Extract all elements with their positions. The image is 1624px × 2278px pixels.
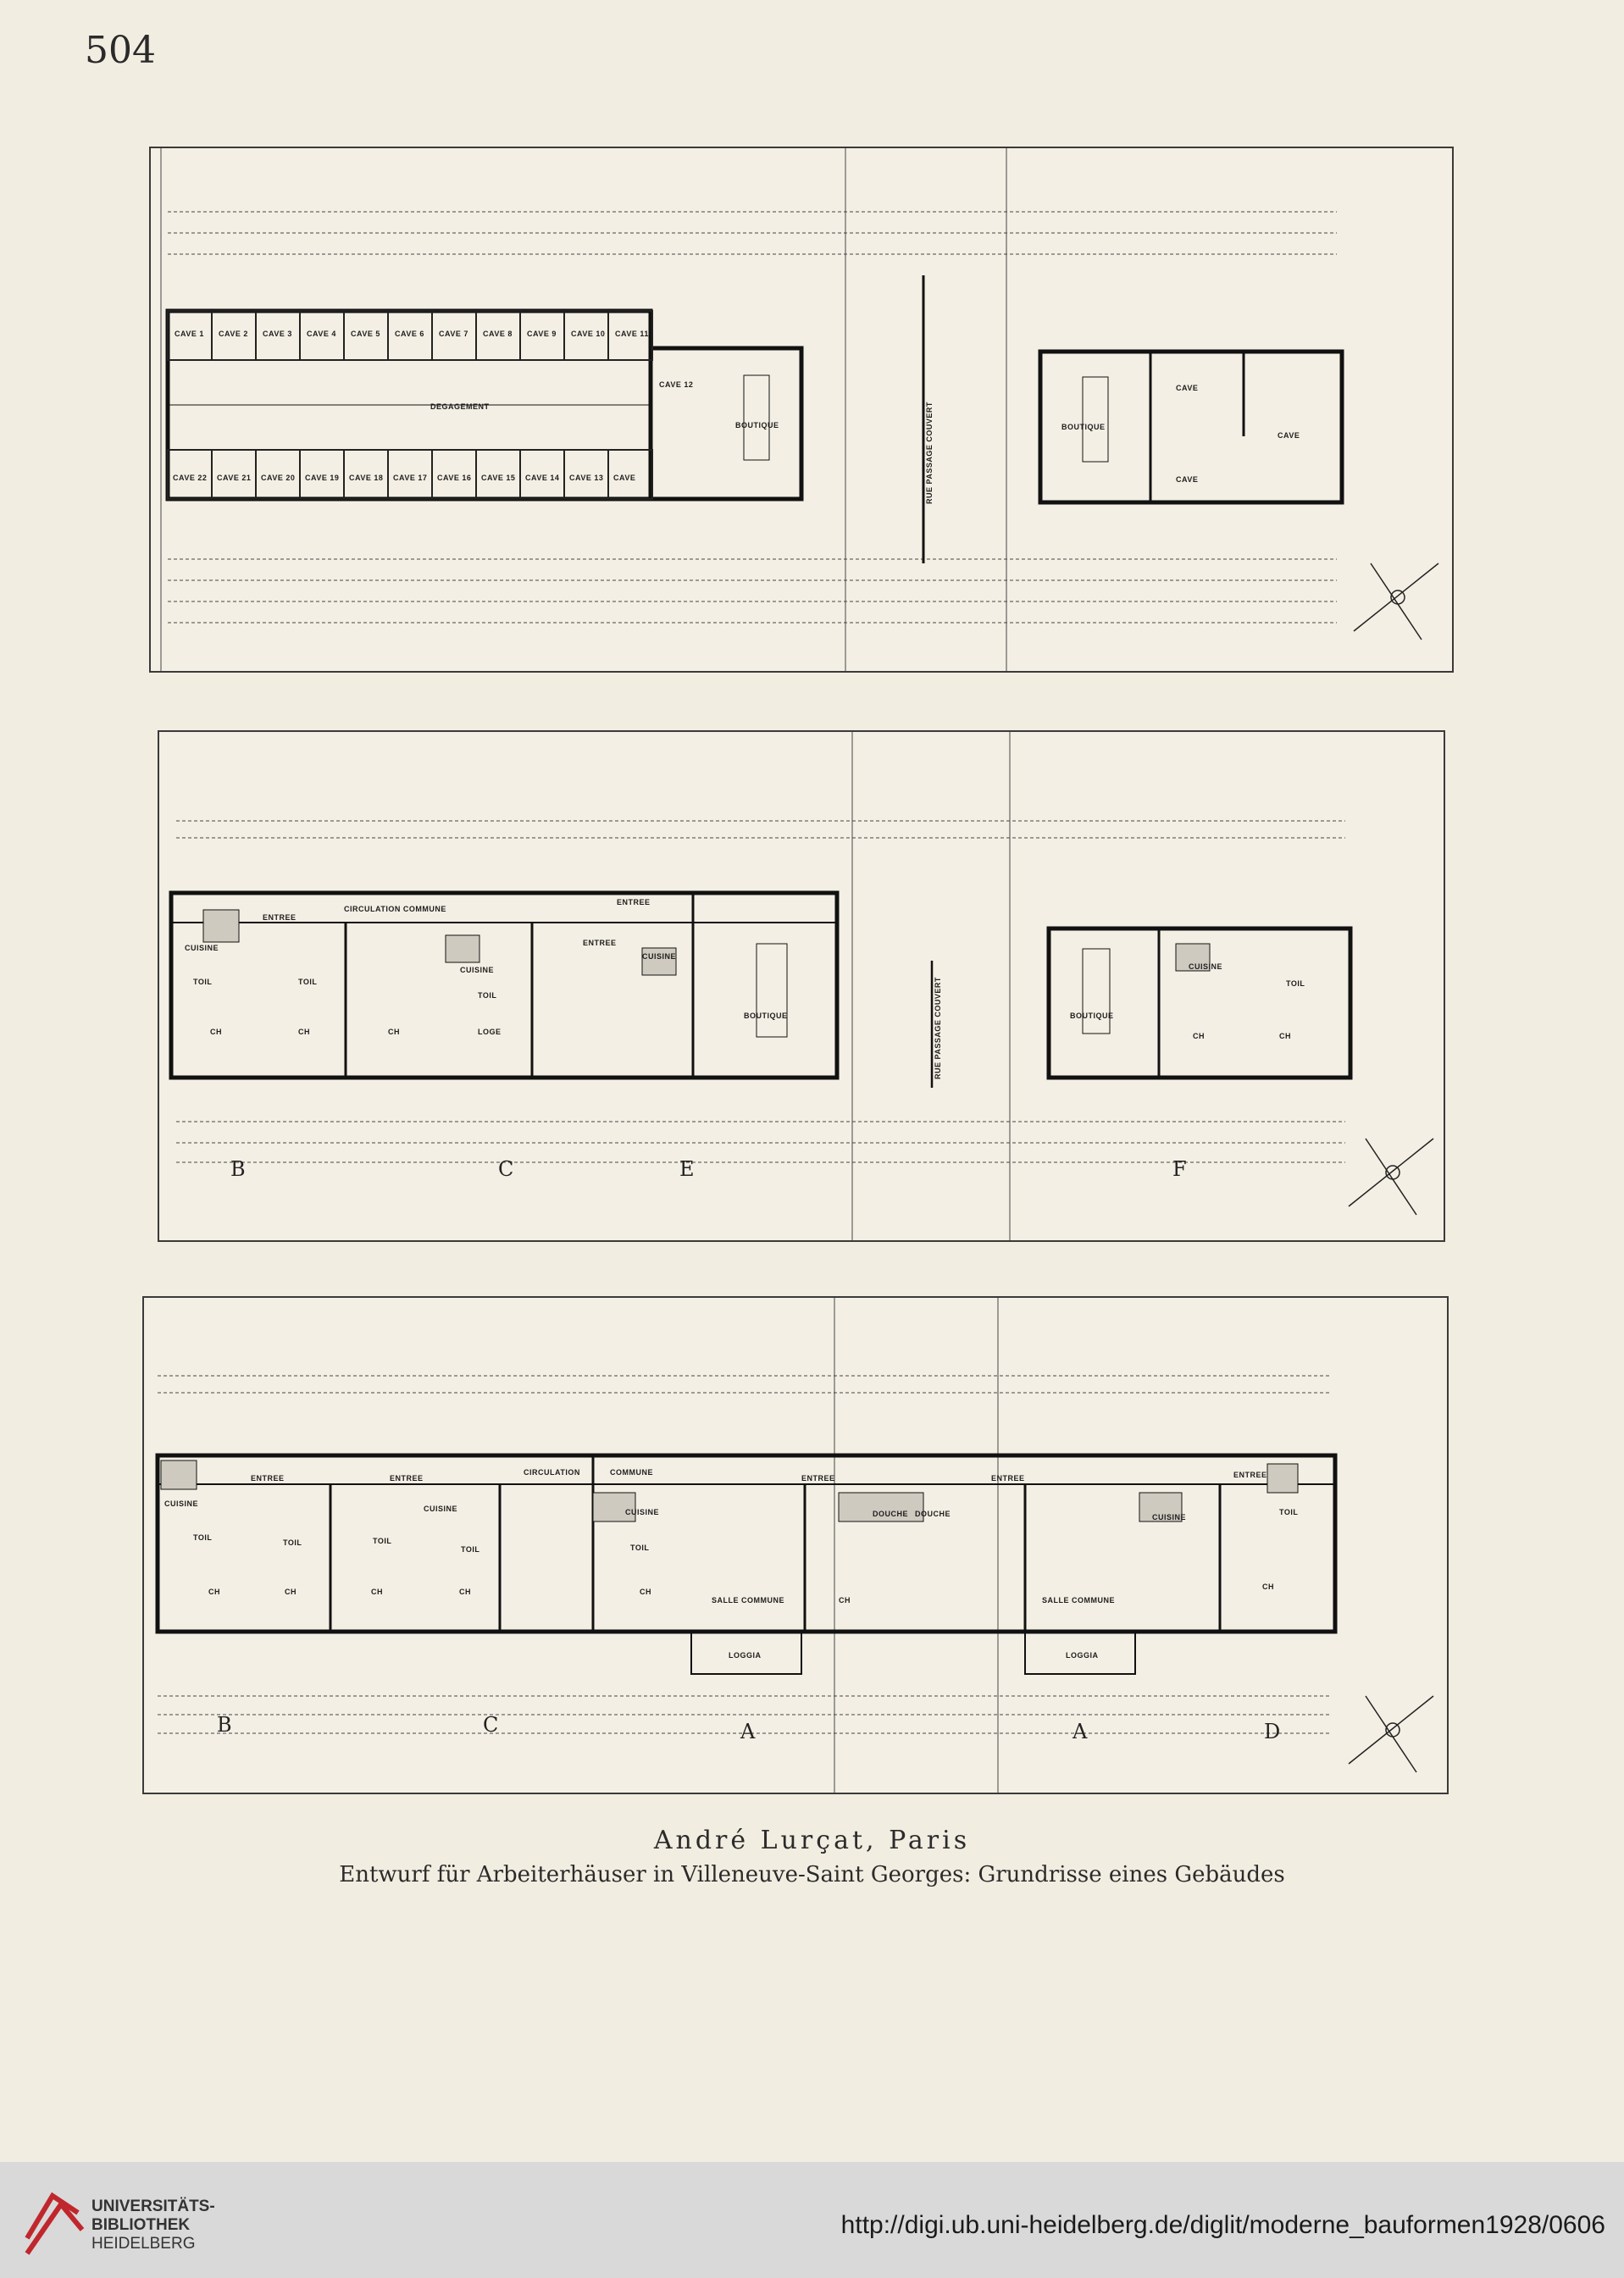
label-cave-bottom: CAVE 16 <box>437 474 472 482</box>
label-salle-commune-1: SALLE COMMUNE <box>712 1596 784 1605</box>
page-number: 504 <box>85 29 156 72</box>
label-ch-1: CH <box>210 1028 222 1036</box>
label-loggia-2: LOGGIA <box>1066 1651 1099 1660</box>
label-ch-5: CH <box>1279 1032 1291 1040</box>
label-salle-commune-2: SALLE COMMUNE <box>1042 1596 1115 1605</box>
label-ch-1: CH <box>208 1588 220 1596</box>
plan-drawing <box>151 148 1452 671</box>
label-toil-1: TOIL <box>193 1533 213 1542</box>
label-ch-5: CH <box>640 1588 651 1596</box>
label-ch-2: CH <box>298 1028 310 1036</box>
label-douche-1: DOUCHE <box>873 1510 909 1518</box>
label-cave-bottom: CAVE 19 <box>305 474 340 482</box>
label-toil-3: TOIL <box>478 991 497 1000</box>
label-toil-6: TOIL <box>1279 1508 1299 1516</box>
floor-plan-ground <box>158 730 1445 1242</box>
label-cave-top: CAVE 6 <box>395 330 424 338</box>
plan-drawing <box>159 732 1444 1240</box>
library-line-1: UNIVERSITÄTS- <box>91 2198 215 2215</box>
label-cave-top: CAVE 1 <box>175 330 204 338</box>
label-cave-bottom: CAVE 17 <box>393 474 428 482</box>
library-logo-icon[interactable] <box>19 2179 86 2259</box>
label-cave-bottom: CAVE 14 <box>525 474 560 482</box>
label-cave-r1: CAVE <box>1176 384 1199 392</box>
label-cave-bottom: CAVE 15 <box>481 474 516 482</box>
label-loge: LOGE <box>478 1028 502 1036</box>
label-entree-3: ENTREE <box>801 1474 835 1483</box>
source-url-link[interactable]: http://digi.ub.uni-heidelberg.de/diglit/moderne_bauformen1928/0606 <box>840 2211 1605 2239</box>
label-cave-top: CAVE 5 <box>351 330 380 338</box>
section-letter-f: F <box>1172 1157 1187 1181</box>
label-cuisine-4: CUISINE <box>1152 1513 1187 1521</box>
label-cuisine-2: CUISINE <box>460 966 495 974</box>
label-toil-1: TOIL <box>193 978 213 986</box>
label-cave-bottom: CAVE <box>613 474 636 482</box>
label-ch-2: CH <box>285 1588 297 1596</box>
library-line-2: BIBLIOTHEK <box>91 2216 191 2234</box>
label-entree-2: ENTREE <box>390 1474 424 1483</box>
library-line-3: HEIDELBERG <box>91 2235 196 2253</box>
label-entree-3: ENTREE <box>583 939 617 947</box>
section-letter-a-1: A <box>740 1720 756 1743</box>
section-letter-b: B <box>230 1157 246 1181</box>
label-cave-bottom: CAVE 13 <box>569 474 604 482</box>
label-degagement: DEGAGEMENT <box>430 402 490 411</box>
label-commune: COMMUNE <box>610 1468 653 1477</box>
label-cave-r3: CAVE <box>1176 475 1199 484</box>
label-boutique-left: BOUTIQUE <box>735 421 779 430</box>
label-entree-2: ENTREE <box>617 898 651 906</box>
label-cave-top: CAVE 9 <box>527 330 557 338</box>
label-cave-top: CAVE 2 <box>219 330 248 338</box>
section-letter-b: B <box>217 1713 232 1737</box>
label-ch-4: CH <box>1193 1032 1205 1040</box>
plan-drawing <box>144 1298 1447 1793</box>
label-circulation: CIRCULATION COMMUNE <box>344 905 446 913</box>
label-cave-r2: CAVE <box>1278 431 1300 440</box>
label-cuisine-1: CUISINE <box>185 944 219 952</box>
label-circulation: CIRCULATION <box>524 1468 580 1477</box>
label-toil-3: TOIL <box>373 1537 392 1545</box>
section-letter-c: C <box>498 1157 514 1181</box>
label-ch-7: CH <box>1262 1582 1274 1591</box>
label-boutique-1: BOUTIQUE <box>744 1012 788 1020</box>
label-toil-2: TOIL <box>298 978 318 986</box>
label-passage: RUE PASSAGE COUVERT <box>934 977 942 1079</box>
floor-plan-basement <box>149 147 1454 673</box>
section-letter-e: E <box>679 1157 695 1181</box>
label-cave-12: CAVE 12 <box>659 380 694 389</box>
label-passage: RUE PASSAGE COUVERT <box>925 402 934 504</box>
label-cave-bottom: CAVE 21 <box>217 474 252 482</box>
label-toil-5: TOIL <box>630 1544 650 1552</box>
library-name[interactable] <box>91 2198 215 2253</box>
label-toil-4: TOIL <box>461 1545 480 1554</box>
section-letter-c: C <box>483 1713 499 1737</box>
label-ch-3: CH <box>371 1588 383 1596</box>
label-cave-top: CAVE 3 <box>263 330 292 338</box>
floor-plan-upper <box>142 1296 1449 1794</box>
label-cuisine-3: CUISINE <box>642 952 677 961</box>
label-cave-top: CAVE 8 <box>483 330 513 338</box>
label-toil-2: TOIL <box>283 1538 302 1547</box>
label-cave-top: CAVE 10 <box>571 330 606 338</box>
label-cuisine-4: CUISINE <box>1189 962 1223 971</box>
label-cave-bottom: CAVE 22 <box>173 474 208 482</box>
label-ch-3: CH <box>388 1028 400 1036</box>
label-cave-bottom: CAVE 20 <box>261 474 296 482</box>
label-entree-1: ENTREE <box>251 1474 285 1483</box>
caption-title: Entwurf für Arbeiterhäuser in Villeneuve-Saint Georges: Grundrisse eines Gebäudes <box>339 1862 1285 1887</box>
label-cuisine-1: CUISINE <box>164 1499 199 1508</box>
label-boutique-right: BOUTIQUE <box>1061 423 1106 431</box>
label-cave-top: CAVE 11 <box>615 330 649 338</box>
section-letter-a-2: A <box>1073 1720 1088 1743</box>
label-cuisine-3: CUISINE <box>625 1508 660 1516</box>
label-cave-top: CAVE 4 <box>307 330 336 338</box>
label-ch-6: CH <box>839 1596 851 1605</box>
label-entree-5: ENTREE <box>1233 1471 1267 1479</box>
logo-mark <box>27 2196 82 2253</box>
label-douche-2: DOUCHE <box>915 1510 951 1518</box>
label-toil-4: TOIL <box>1286 979 1305 988</box>
label-cave-top: CAVE 7 <box>439 330 468 338</box>
label-ch-4: CH <box>459 1588 471 1596</box>
label-entree-4: ENTREE <box>991 1474 1025 1483</box>
footer-bar <box>0 2162 1624 2278</box>
section-letter-d: D <box>1264 1720 1281 1743</box>
label-entree-1: ENTREE <box>263 913 297 922</box>
label-boutique-2: BOUTIQUE <box>1070 1012 1114 1020</box>
label-cave-bottom: CAVE 18 <box>349 474 384 482</box>
label-cuisine-2: CUISINE <box>424 1505 458 1513</box>
caption-author: André Lurçat, Paris <box>653 1826 971 1855</box>
label-loggia-1: LOGGIA <box>729 1651 762 1660</box>
